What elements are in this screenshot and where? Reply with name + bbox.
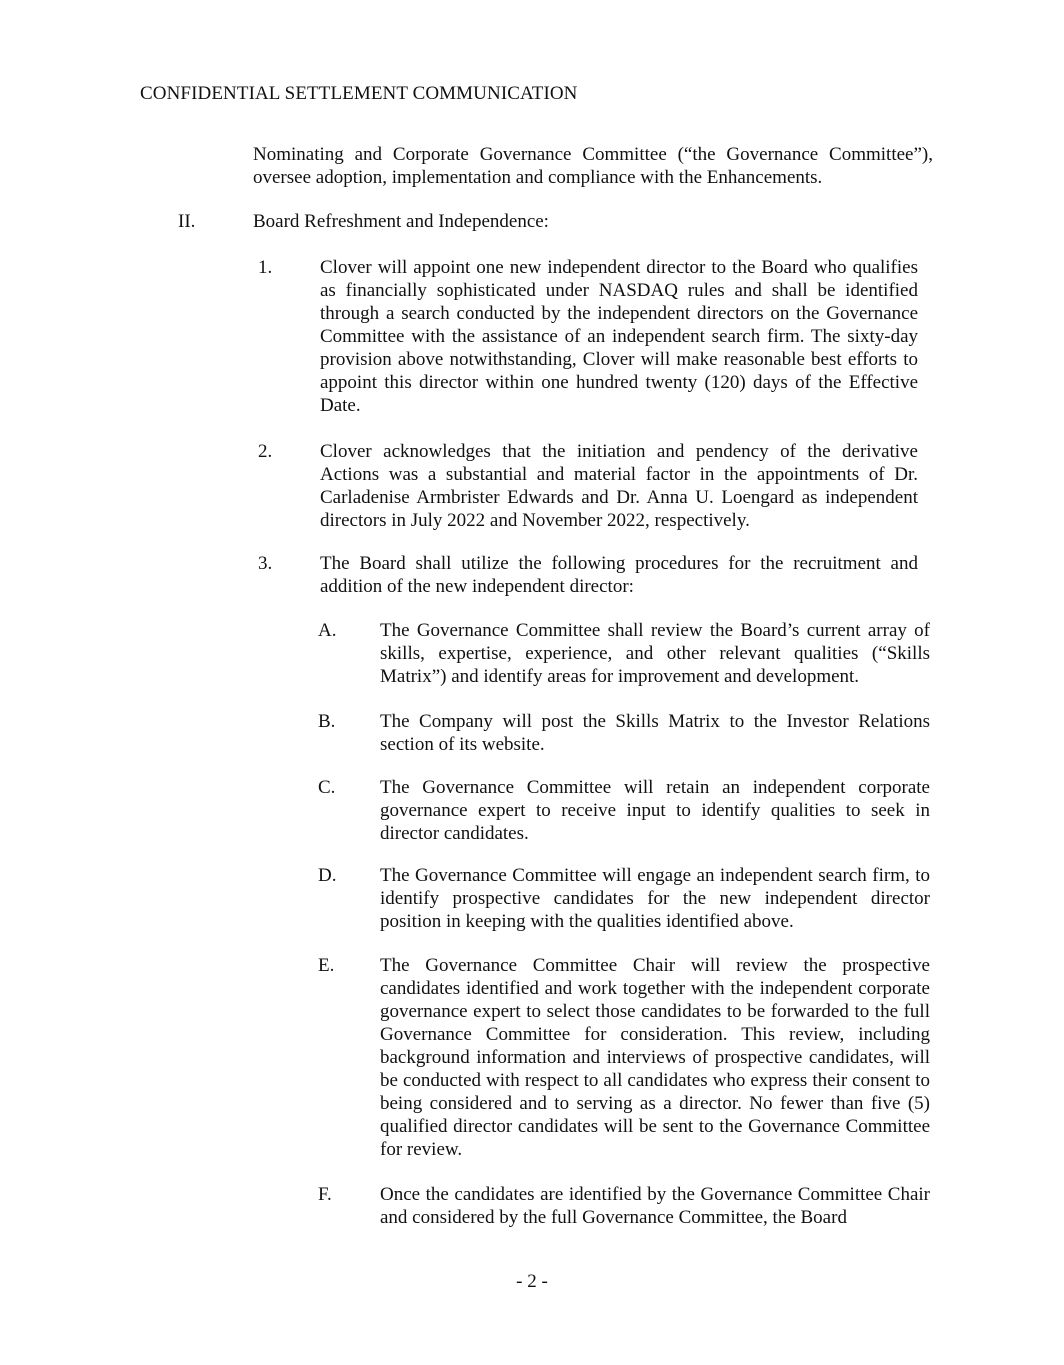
intro-paragraph: Nominating and Corporate Governance Committee (“the Governance Committee”), oversee adoption, implementation and compliance with the Enhancements. bbox=[253, 144, 933, 188]
sub-item-letter: C. bbox=[318, 777, 336, 798]
document-header: CONFIDENTIAL SETTLEMENT COMMUNICATION bbox=[140, 83, 578, 104]
sub-item-letter: B. bbox=[318, 711, 336, 732]
list-item-number: 3. bbox=[258, 553, 273, 574]
sub-item-letter: D. bbox=[318, 865, 337, 886]
list-item-number: 1. bbox=[258, 257, 273, 278]
list-item-number: 2. bbox=[258, 441, 273, 462]
sub-item-letter: A. bbox=[318, 620, 337, 641]
sub-item-text: The Governance Committee will retain an independent corporate governance expert to receive input to identify qualities to seek in director candidates. bbox=[380, 777, 930, 844]
sub-item-letter: E. bbox=[318, 955, 335, 976]
sub-item-text: The Governance Committee will engage an independent search firm, to identify prospective candidates for the new independent director position in keeping with the qualities identified above. bbox=[380, 865, 930, 932]
sub-item-text: The Governance Committee Chair will review the prospective candidates identified and work together with the independent corporate governance expert to select those candidates to be forwarded to the full Governance Committee for consideration. This review, including background information and interviews of prospective candidates, will be conducted with respect to all candidates who express their consent to being considered and to serving as a director. No fewer than five (5) qualified director candidates will be sent to the Governance Committee for review. bbox=[380, 955, 930, 1160]
sub-item-text: The Governance Committee shall review the Board’s current array of skills, expertise, experience, and other relevant qualities (“Skills Matrix”) and identify areas for improvement and development. bbox=[380, 620, 930, 687]
section-title: Board Refreshment and Independence: bbox=[253, 211, 549, 232]
list-item-text: Clover will appoint one new independent director to the Board who qualifies as financially sophisticated under NASDAQ rules and shall be identified through a search conducted by the independent directors on the Governance Committee with the assistance of an independent search firm. The sixty-day provision above notwithstanding, Clover will make reasonable best efforts to appoint this director within one hundred twenty (120) days of the Effective Date. bbox=[320, 257, 918, 416]
sub-item-text: Once the candidates are identified by the Governance Committee Chair and considered by the full Governance Committee, the Board bbox=[380, 1184, 930, 1228]
sub-item-letter: F. bbox=[318, 1184, 332, 1205]
sub-item-text: The Company will post the Skills Matrix to the Investor Relations section of its website. bbox=[380, 711, 930, 755]
list-item-text: The Board shall utilize the following procedures for the recruitment and addition of the new independent director: bbox=[320, 553, 918, 597]
list-item-text: Clover acknowledges that the initiation and pendency of the derivative Actions was a substantial and material factor in the appointments of Dr. Carladenise Armbrister Edwards and Dr. Anna U. Loengard as independent directors in July 2022 and November 2022, respectively. bbox=[320, 441, 918, 531]
section-number: II. bbox=[178, 211, 196, 232]
page-number: - 2 - bbox=[516, 1271, 548, 1292]
